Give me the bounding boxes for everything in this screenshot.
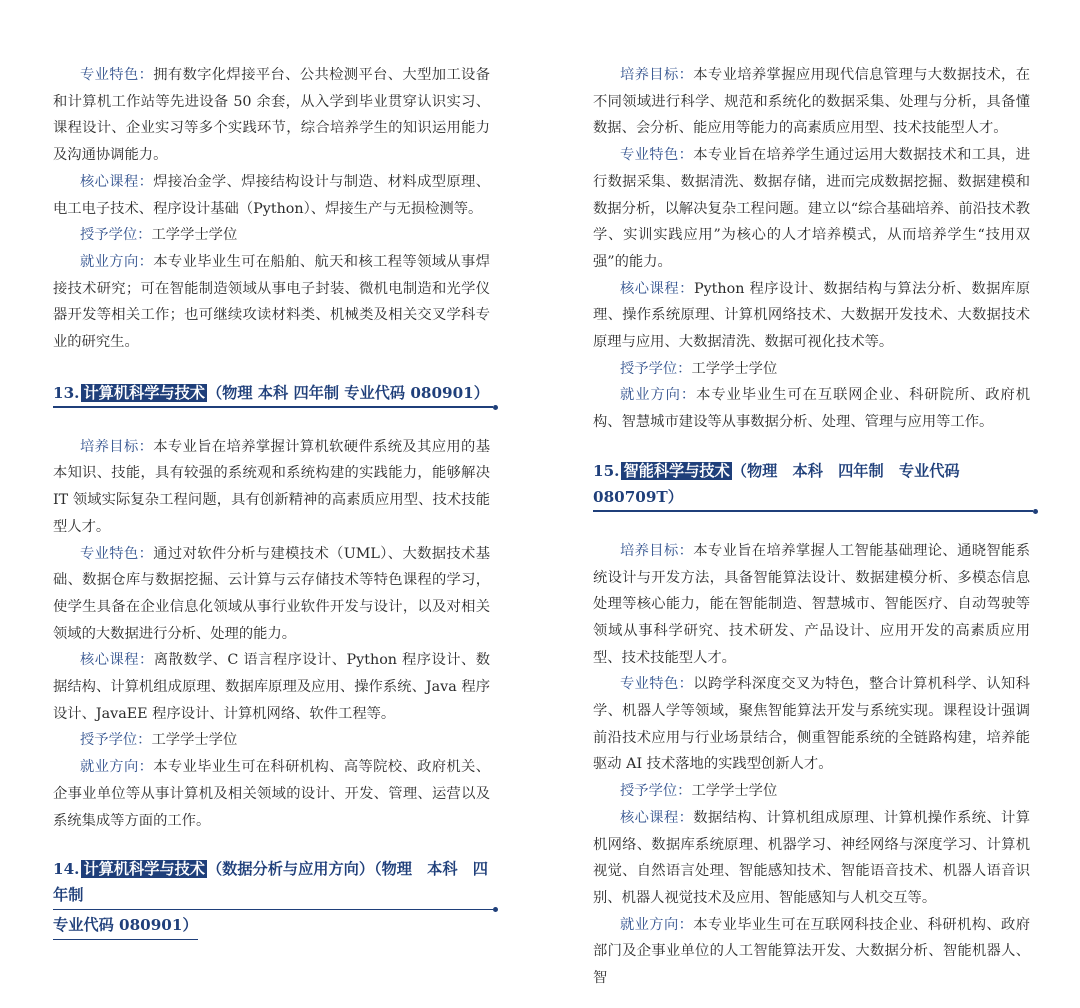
- heading-underline-dot: [493, 405, 498, 410]
- heading-line-1: [53, 856, 490, 908]
- section-heading-15: [593, 458, 1036, 510]
- heading-underline: [593, 510, 1033, 512]
- field-label: 核心课程：: [620, 809, 694, 826]
- paragraph-degree: [53, 727, 490, 754]
- paragraph-core-courses: [593, 805, 1030, 912]
- section-number: 13.: [53, 383, 80, 402]
- paragraph-degree: [593, 356, 1030, 383]
- right-column: [593, 62, 1030, 992]
- major-meta: （物理 本科 四年制 专业代码 080901）: [206, 383, 489, 402]
- field-label: 专业特色：: [620, 147, 694, 164]
- field-label: 专业特色：: [620, 676, 694, 693]
- field-text: 本专业毕业生可在船舶、航天和核工程等领域从事焊接技术研究；可在智能制造领域从事电子封装、微机电制造和光学仪器开发等相关工作；也可继续攻读材料类、机械类及相关交叉学科专业的研究生。: [53, 253, 491, 351]
- major-name: 计算机科学与技术: [83, 860, 205, 879]
- field-label: 培养目标：: [620, 67, 694, 83]
- field-text: Python 程序设计、数据结构与算法分析、数据库原理、操作系统原理、计算机网络技术、大数据开发技术、大数据技术原理与应用、大数据清洗、数据可视化技术等。: [593, 280, 1031, 351]
- major-name: 智能科学与技术: [623, 461, 730, 480]
- field-label: 就业方向：: [620, 387, 697, 404]
- field-label: 授予学位：: [80, 227, 152, 244]
- paragraph-careers: [53, 249, 490, 356]
- paragraph-objectives: [53, 434, 490, 541]
- paragraph-objectives: [593, 538, 1030, 672]
- paragraph-careers: [593, 912, 1030, 992]
- paragraph-features: [593, 671, 1030, 778]
- field-label: 核心课程：: [80, 652, 154, 669]
- field-label: 专业特色：: [80, 545, 154, 562]
- paragraph-core-courses: [53, 647, 490, 727]
- field-text: 工学学士学位: [151, 227, 238, 244]
- field-label: 授予学位：: [620, 783, 692, 800]
- field-text: 工学学士学位: [691, 360, 778, 377]
- field-text: 拥有数字化焊接平台、公共检测平台、大型加工设备和计算机工作站等先进设备 50 余套，从入学到毕业贯穿认识实习、课程设计、企业实习等多个实践环节，综合培养学生的知识运用能力及沟通协调能力。: [53, 67, 491, 164]
- paragraph-features: [53, 62, 490, 169]
- field-text: 工学学士学位: [691, 783, 778, 800]
- section-number: 14.: [53, 860, 80, 879]
- paragraph-core-courses: [53, 169, 490, 222]
- field-text: 本专业毕业生可在互联网科技企业、科研机构、政府部门及企事业单位的人工智能算法开发、大数据分析、智能机器人、智: [593, 916, 1031, 987]
- field-text: 本专业毕业生可在科研机构、高等院校、政府机关、企事业单位等从事计算机及相关领域的设计、开发、管理、运营以及系统集成等方面的工作。: [53, 759, 491, 829]
- field-label: 就业方向：: [80, 253, 154, 270]
- heading-line-2: [53, 912, 198, 938]
- paragraph-features: [593, 142, 1030, 276]
- paragraph-degree: [53, 222, 490, 249]
- heading-underline: [53, 406, 493, 408]
- field-label: 就业方向：: [80, 759, 154, 776]
- field-text: 本专业旨在培养掌握计算机软硬件系统及其应用的基本知识、技能，具有较强的系统观和系统构建的实践能力，能够解决 IT 领域实际复杂工程问题，具有创新精神的高素质应用型、技术技能型人才。: [53, 438, 491, 535]
- paragraph-objectives: [593, 62, 1030, 142]
- field-text: 本专业旨在培养学生通过运用大数据技术和工具，进行数据采集、数据清洗、数据存储，进而完成数据挖掘、数据建模和数据分析，以解决复杂工程问题。建立以“综合基础培养、前沿技术教学、实训实践应用”为核心的人才培养模式，从而培养学生“技用双强”的能力。: [593, 147, 1031, 270]
- major-meta: （数据分析与应用方向）（物理 本科 四年制: [53, 860, 488, 905]
- heading-underline-dot: [493, 907, 498, 912]
- field-text: 焊接冶金学、焊接结构设计与制造、材料成型原理、电工电子技术、程序设计基础（Python）、焊接生产与无损检测等。: [53, 173, 491, 217]
- field-text: 数据结构、计算机组成原理、计算机操作系统、计算机网络、数据库系统原理、机器学习、神经网络与深度学习、计算机视觉、自然语言处理、智能感知技术、智能语音技术、机器人语音识别、机器人视觉技术及应用、智能感知与人机交互等。: [593, 809, 1031, 906]
- paragraph-core-courses: [593, 276, 1030, 356]
- field-text: 本专业培养掌握应用现代信息管理与大数据技术，在不同领域进行科学、规范和系统化的数据采集、处理与分析，具备懂数据、会分析、能应用等能力的高素质应用型、技术技能型人才。: [593, 67, 1031, 137]
- field-label: 培养目标：: [80, 438, 154, 455]
- field-label: 专业特色：: [80, 67, 154, 83]
- paragraph-degree: [593, 778, 1030, 805]
- field-label: 授予学位：: [80, 732, 152, 749]
- field-label: 就业方向：: [620, 916, 694, 933]
- major-name: 计算机科学与技术: [83, 383, 205, 402]
- paragraph-careers: [53, 754, 490, 834]
- field-text: 通过对软件分析与建模技术（UML）、大数据技术基础、数据仓库与数据挖掘、云计算与云存储技术等特色课程的学习，使学生具备在企业信息化领域从事行业软件开发与设计，以及对相关领域的大数据进行分析、处理的能力。: [53, 545, 491, 642]
- paragraph-features: [53, 541, 490, 648]
- major-meta-cont: 专业代码 080901）: [53, 916, 198, 935]
- major-meta: （物理 本科 四年制 专业代码 080709T）: [593, 461, 960, 506]
- field-text: 本专业毕业生可在互联网企业、科研院所、政府机构、智慧城市建设等从事数据分析、处理、管理与应用等工作。: [593, 387, 1031, 431]
- field-label: 培养目标：: [620, 542, 694, 559]
- section-heading-14: [53, 856, 496, 938]
- field-label: 核心课程：: [80, 173, 154, 190]
- field-text: 本专业旨在培养掌握人工智能基础理论、通晓智能系统设计与开发方法，具备智能算法设计、数据建模分析、多模态信息处理等核心能力，能在智能制造、智慧城市、智能医疗、自动驾驶等领域从事科学研究、技术研发、产品设计、应用开发的高素质应用型、技术技能型人才。: [593, 542, 1031, 666]
- field-text: 以跨学科深度交叉为特色，整合计算机科学、认知科学、机器人学等领域，聚焦智能算法开发与系统实现。课程设计强调前沿技术应用与行业场景结合，侧重智能系统的全链路构建，培养能驱动 AI 技术落地的实践型创新人才。: [593, 676, 1031, 773]
- left-column: [53, 62, 490, 938]
- paragraph-careers: [593, 382, 1030, 435]
- heading-underline-dot: [1033, 509, 1038, 514]
- section-number: 15.: [593, 461, 620, 480]
- heading-underline: [53, 909, 493, 911]
- field-text: 工学学士学位: [151, 732, 238, 749]
- section-heading-13: [53, 380, 496, 406]
- heading-underline: [53, 939, 198, 941]
- field-label: 核心课程：: [620, 280, 694, 297]
- field-label: 授予学位：: [620, 360, 692, 377]
- field-text: 离散数学、C 语言程序设计、Python 程序设计、数据结构、计算机组成原理、数据库原理及应用、操作系统、Java 程序设计、JavaEE 程序设计、计算机网络、软件工程等。: [53, 652, 491, 722]
